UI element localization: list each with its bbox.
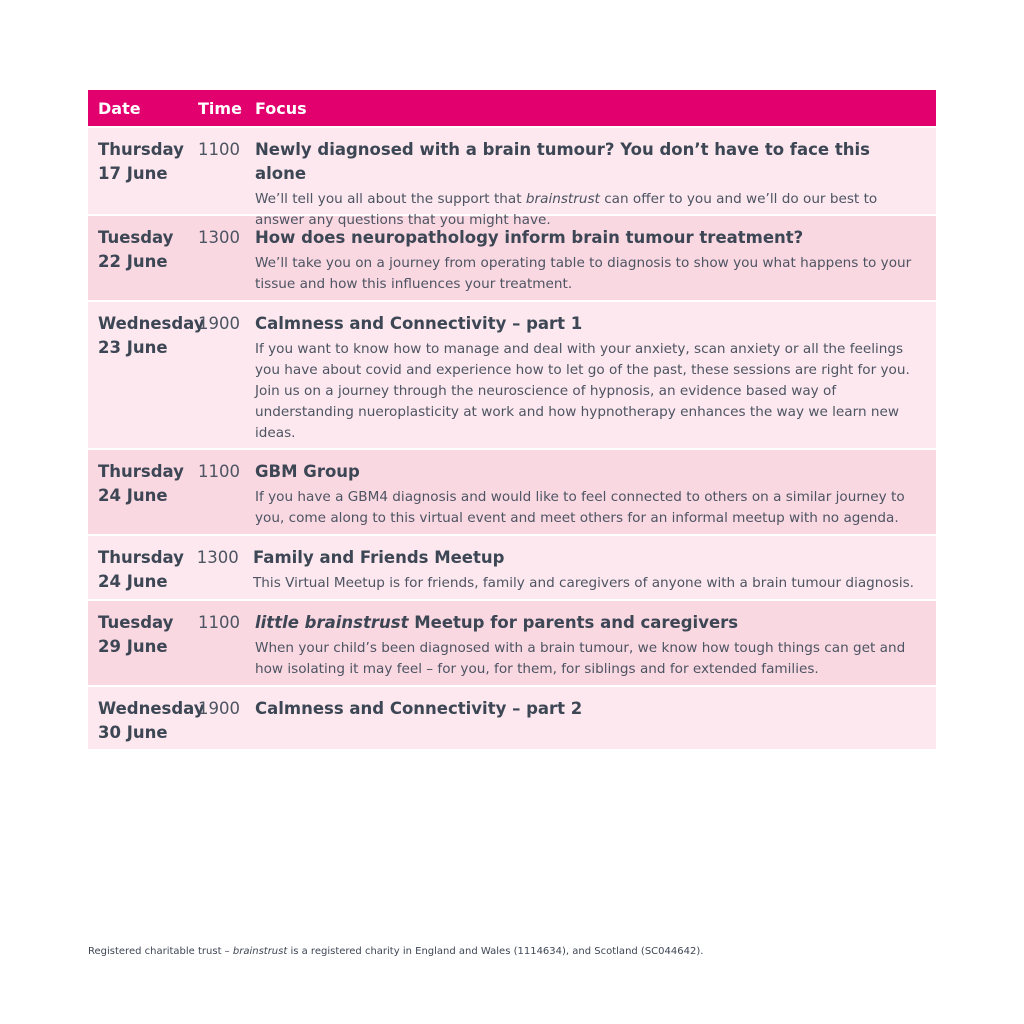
event-title: Calmness and Connectivity – part 2 bbox=[255, 699, 583, 718]
row-focus bbox=[255, 138, 936, 228]
row-date bbox=[88, 138, 198, 205]
row-day-date: 30 June bbox=[98, 723, 168, 742]
row-day-date: 24 June bbox=[98, 572, 168, 591]
header-time: Time bbox=[198, 98, 242, 118]
row-date bbox=[88, 611, 198, 676]
row-day: Tuesday bbox=[98, 228, 174, 247]
event-description: If you want to know how to manage and deal with your anxiety, scan anxiety or all the feelings you have about covid and experience how to let go of the past, these sessions are right for you. Join us on a journey through the neuroscience of hypnosis, an evidence based way of understanding nueroplasticity at work and how hypnotherapy enhances the way we learn new ideas. bbox=[255, 341, 910, 441]
row-day-date: 29 June bbox=[98, 637, 168, 656]
row-time: 1100 bbox=[198, 613, 240, 632]
row-day: Wednesday bbox=[98, 314, 205, 333]
desc-part: We’ll tell you all about the support that bbox=[255, 191, 526, 207]
row-day-date: 22 June bbox=[98, 252, 168, 271]
header-date: Date bbox=[98, 98, 141, 118]
table-row bbox=[88, 450, 936, 534]
row-date bbox=[88, 460, 198, 525]
row-focus bbox=[255, 226, 936, 291]
row-time: 1100 bbox=[198, 140, 240, 159]
event-description: If you have a GBM4 diagnosis and would like to feel connected to others on a similar journey to you, come along to this virtual event and meet others for an informal meetup with no agenda. bbox=[255, 489, 905, 526]
table-row bbox=[88, 601, 936, 685]
row-focus bbox=[255, 611, 936, 676]
row-focus bbox=[253, 546, 936, 590]
event-title: GBM Group bbox=[255, 462, 360, 481]
event-title: Family and Friends Meetup bbox=[253, 548, 505, 567]
row-time: 1300 bbox=[198, 228, 240, 247]
desc-part: can offer to you and we’ll do our best to answer any questions that you might have. bbox=[255, 191, 878, 228]
row-day-date: 23 June bbox=[98, 338, 168, 357]
row-day: Thursday bbox=[98, 548, 184, 567]
events-table bbox=[88, 90, 936, 749]
event-title: How does neuropathology inform brain tumour treatment? bbox=[255, 228, 804, 247]
footer-note bbox=[88, 946, 703, 957]
row-focus bbox=[255, 697, 936, 740]
row-date bbox=[88, 226, 198, 291]
row-focus bbox=[255, 312, 936, 439]
event-description: This Virtual Meetup is for friends, family and caregivers of anyone with a brain tumour diagnosis. bbox=[253, 575, 914, 591]
header-focus: Focus bbox=[255, 98, 307, 118]
table-row bbox=[88, 687, 936, 749]
footer-prefix: Registered charitable trust – bbox=[88, 946, 233, 957]
brand-name: little brainstrust bbox=[255, 613, 409, 632]
row-focus bbox=[255, 460, 936, 525]
brand-name: brainstrust bbox=[525, 191, 600, 207]
row-time: 1900 bbox=[198, 314, 240, 333]
row-time: 1900 bbox=[198, 699, 240, 718]
footer-suffix: is a registered charity in England and Wales (1114634), and Scotland (SC044642). bbox=[287, 946, 704, 957]
table-row bbox=[88, 128, 936, 228]
table-row bbox=[88, 216, 936, 300]
event-title: Calmness and Connectivity – part 1 bbox=[255, 314, 583, 333]
row-day-date: 17 June bbox=[98, 164, 168, 183]
row-date bbox=[88, 546, 197, 590]
table-row bbox=[88, 302, 936, 448]
row-day: Wednesday bbox=[98, 699, 205, 718]
row-time: 1300 bbox=[196, 548, 239, 567]
row-date bbox=[88, 312, 205, 439]
row-day: Thursday bbox=[98, 140, 184, 159]
table-row bbox=[88, 536, 936, 599]
row-day-date: 24 June bbox=[98, 486, 168, 505]
title-rest: Meetup for parents and caregivers bbox=[408, 613, 739, 632]
row-day: Tuesday bbox=[98, 613, 174, 632]
event-description: When your child’s been diagnosed with a brain tumour, we know how tough things can get and how isolating it may feel – for you, for them, for siblings and for extended families. bbox=[255, 640, 906, 677]
event-description: We’ll take you on a journey from operating table to diagnosis to show you what happens to your tissue and how this influences your treatment. bbox=[255, 255, 912, 292]
footer-brand: brainstrust bbox=[232, 946, 288, 957]
event-title: Newly diagnosed with a brain tumour? You don’t have to face this alone bbox=[255, 140, 870, 183]
event-title bbox=[255, 611, 914, 635]
event-description bbox=[255, 189, 914, 231]
row-day: Thursday bbox=[98, 462, 184, 481]
row-date bbox=[88, 697, 205, 742]
table-header bbox=[88, 90, 936, 126]
row-time: 1100 bbox=[198, 462, 240, 481]
